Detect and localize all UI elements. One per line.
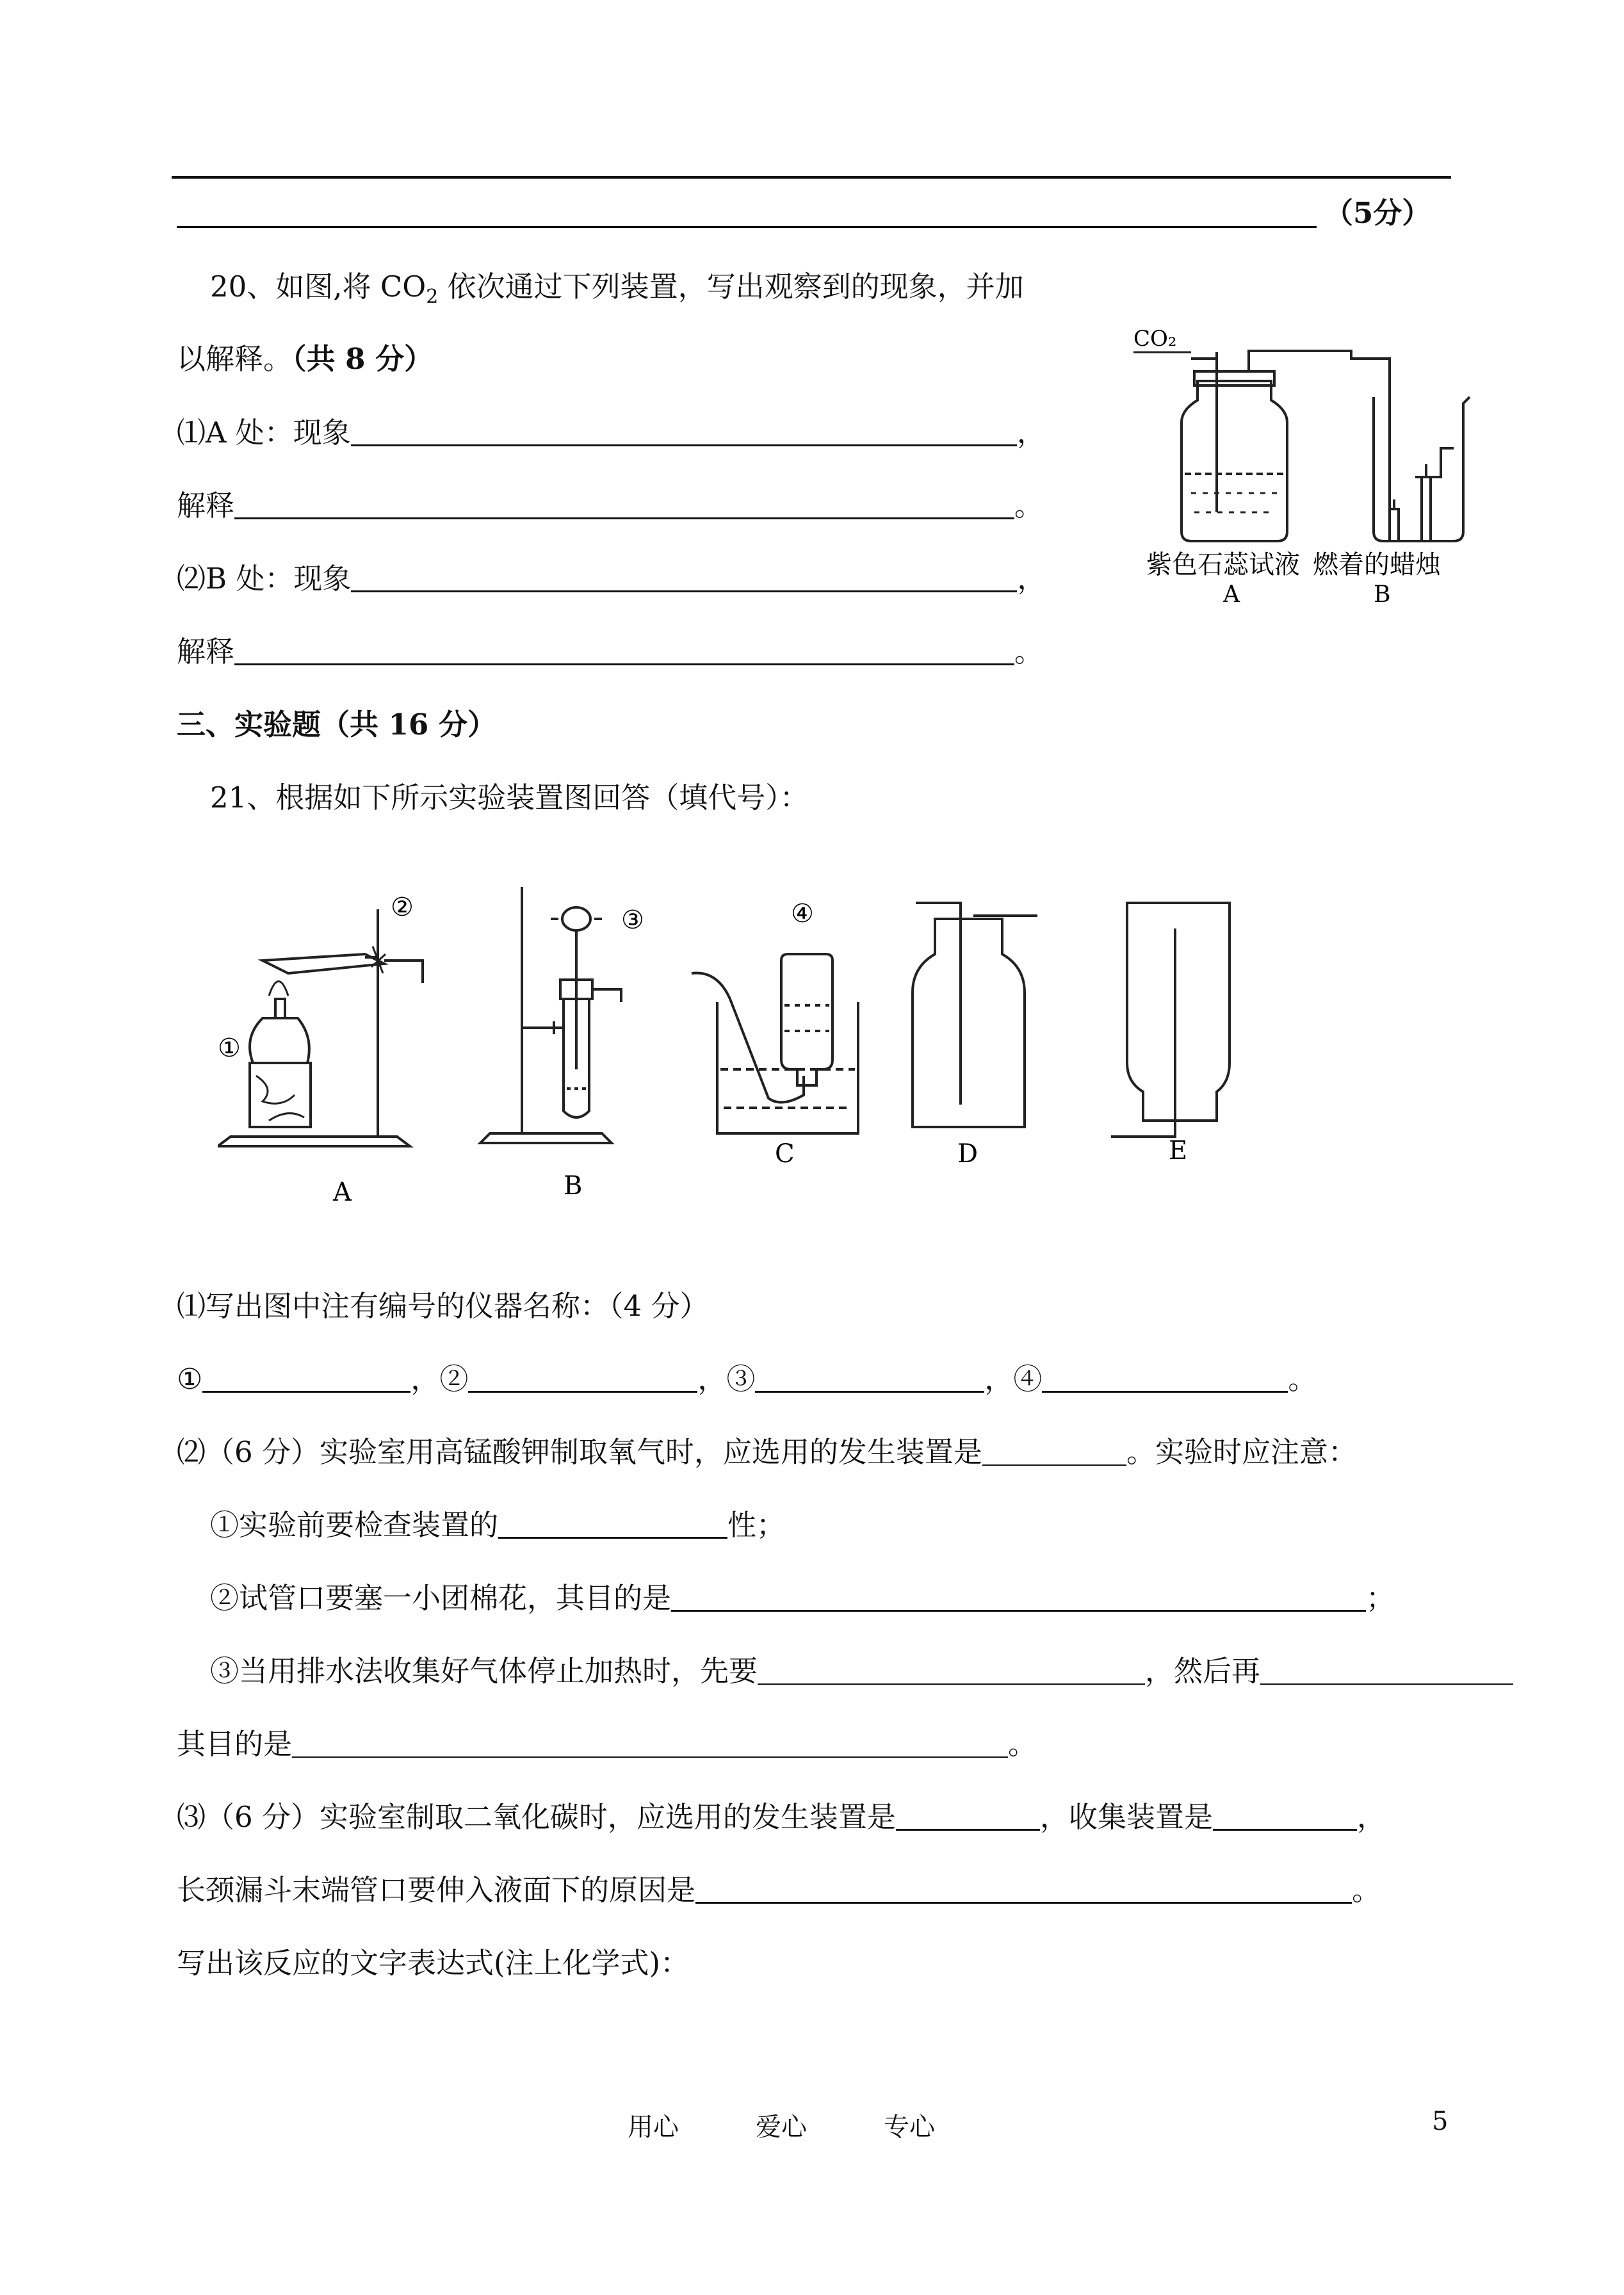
q21-p1-item-3: ，③ [697,1362,756,1396]
q21-p3-post: ， [1356,1800,1386,1834]
q21-p1: ⑴写出图中注有编号的仪器名称：（4 分） [177,1289,709,1323]
q20-a-explain-blank[interactable] [234,488,1014,519]
q20-b-period: 。 [1014,635,1044,669]
q21-num-1: ① [218,1034,241,1063]
apparatus-e-icon [1111,903,1230,1137]
q21-fig-b: B [564,1171,583,1201]
q21-p3-l2-pre: 长颈漏斗末端管口要伸入液面下的原因是 [177,1873,696,1907]
q21-p2-item1-blank[interactable] [498,1507,727,1539]
q20-b-label: ⑵B 处：现象 [177,562,352,596]
q21-fig-c: C [775,1139,795,1169]
q20-b-explain [177,634,1043,670]
q21-p2-item4-pre: 其目的是 [177,1727,293,1761]
q20-text-pre: 20、如图,将 CO [210,270,426,304]
q21-num-3: ③ [621,905,644,935]
q21-p1-blank-1[interactable] [202,1361,410,1393]
q21-p2-item3-blank-1[interactable] [758,1654,1145,1685]
q21-p2-item1-pre: ①实验前要检查装置的 [210,1508,499,1542]
q21-p2-item4-blank[interactable] [292,1727,1008,1758]
q20-line2 [177,341,433,377]
q21-intro: 21、根据如下所示实验装置图回答（填代号）： [210,781,809,815]
q21-fig-e: E [1169,1136,1188,1165]
q21-p2-item4 [177,1726,1037,1762]
footer-slogan-2: 爱心 [756,2113,807,2142]
q21-p1-item-2: ，② [410,1362,469,1396]
q21-p2-item1 [210,1507,785,1543]
q21-p1-period: 。 [1288,1362,1317,1396]
q20-co2-label: CO₂ [1133,326,1177,352]
q20-b-phenomenon-blank[interactable] [351,561,1017,592]
q20-a-comma: ， [1016,416,1046,450]
q20-a-explain-label: 解释 [177,489,235,523]
q21-num-2: ② [391,893,414,922]
page-number: 5 [1432,2107,1449,2136]
q21-p2-item3-mid: ，然后再 [1145,1654,1261,1688]
q21-fig-a: A [333,1178,352,1207]
q21-p3-blank-2[interactable] [1213,1799,1357,1831]
q20-b-comma: ， [1017,562,1046,596]
q20-caption-a: 紫色石蕊试液 [1146,550,1300,580]
q20-a-phenomenon-blank[interactable] [351,415,1017,446]
q20-b-phenomenon [177,561,1046,597]
q21-p2-item3-pre: ③当用排水法收集好气体停止加热时，先要 [210,1654,758,1688]
q21-fig-d: D [957,1139,978,1169]
q21-p1-item-1: ① [177,1362,203,1396]
q21-p3 [177,1799,1386,1835]
section-3-heading: 三、实验题（共 16 分） [177,708,496,742]
q21-p3-line2 [177,1872,1381,1908]
q20-a-phenomenon [177,415,1046,451]
q20-text-post: 依次通过下列装置，写出观察到的现象，并加 [438,270,1024,304]
apparatus-d-icon [913,903,1037,1127]
q21-p2-item2 [210,1580,1395,1616]
q21-p1-blank-4[interactable] [1042,1361,1288,1393]
q21-p3-blank-1[interactable] [896,1799,1040,1831]
footer-slogan-3: 专心 [884,2113,935,2142]
q20-line1 [210,269,1024,308]
q20-b-explain-label: 解释 [177,635,235,669]
gas-washing-bottle-icon [1181,351,1390,541]
q21-p3-line3: 写出该反应的文字表达式(注上化学式)： [177,1946,690,1980]
q21-p3-pre: ⑶（6 分）实验室制取二氧化碳时，应选用的发生装置是 [177,1800,896,1834]
q21-p3-l2-blank[interactable] [695,1872,1352,1904]
q20-points: （共 8 分） [292,342,434,376]
q20-line2-text: 以解释。 [177,342,293,376]
q21-p2-item4-period: 。 [1008,1727,1037,1761]
q21-p2-item3 [210,1653,1513,1689]
q21-p3-l2-period: 。 [1352,1873,1381,1907]
q20-caption-b: 燃着的蜡烛 [1313,550,1441,580]
q21-p2-blank[interactable] [982,1435,1126,1466]
top-rule [172,176,1451,179]
q21-p2-post: 。实验时应注意： [1126,1435,1357,1469]
q21-num-4: ④ [791,899,814,929]
q20-a-label: ⑴A 处：现象 [177,416,351,450]
q21-p3-mid: ，收集装置是 [1039,1800,1213,1834]
q21-p2-item2-post: ； [1366,1581,1395,1615]
q20-a-explain [177,488,1043,524]
q20-fig-b: B [1374,581,1391,608]
q21-apparatus-figure [218,871,1281,1229]
q20-b-explain-blank[interactable] [234,634,1014,665]
q20-fig-a: A [1223,581,1240,608]
answer-rule-top [177,226,1317,228]
q21-p1-item-4: ，④ [984,1362,1043,1396]
q20-sub: 2 [426,286,439,308]
apparatus-a-icon [218,909,423,1146]
q21-p1-blank-2[interactable] [468,1361,697,1393]
footer-slogan-1: 用心 [628,2113,679,2142]
apparatus-b-icon [480,887,621,1143]
q21-p1-blank-3[interactable] [755,1361,984,1393]
beaker-candles-icon [1374,397,1470,541]
q20-apparatus-figure [1121,320,1479,615]
q21-p2-item2-blank[interactable] [671,1580,1366,1612]
q21-p2-text: ⑵（6 分）实验室用高锰酸钾制取氧气时，应选用的发生装置是 [177,1435,982,1469]
apparatus-c-icon [692,954,858,1133]
q21-p2-item3-blank-2[interactable] [1260,1654,1513,1685]
q20-a-period: 。 [1014,489,1044,523]
q21-p2 [177,1434,1357,1470]
q21-p1-answers [177,1361,1317,1397]
q21-p2-item1-post: 性； [727,1508,786,1542]
score-note: （5分） [1324,196,1431,230]
q21-p2-item2-pre: ②试管口要塞一小团棉花，其目的是 [210,1581,672,1615]
